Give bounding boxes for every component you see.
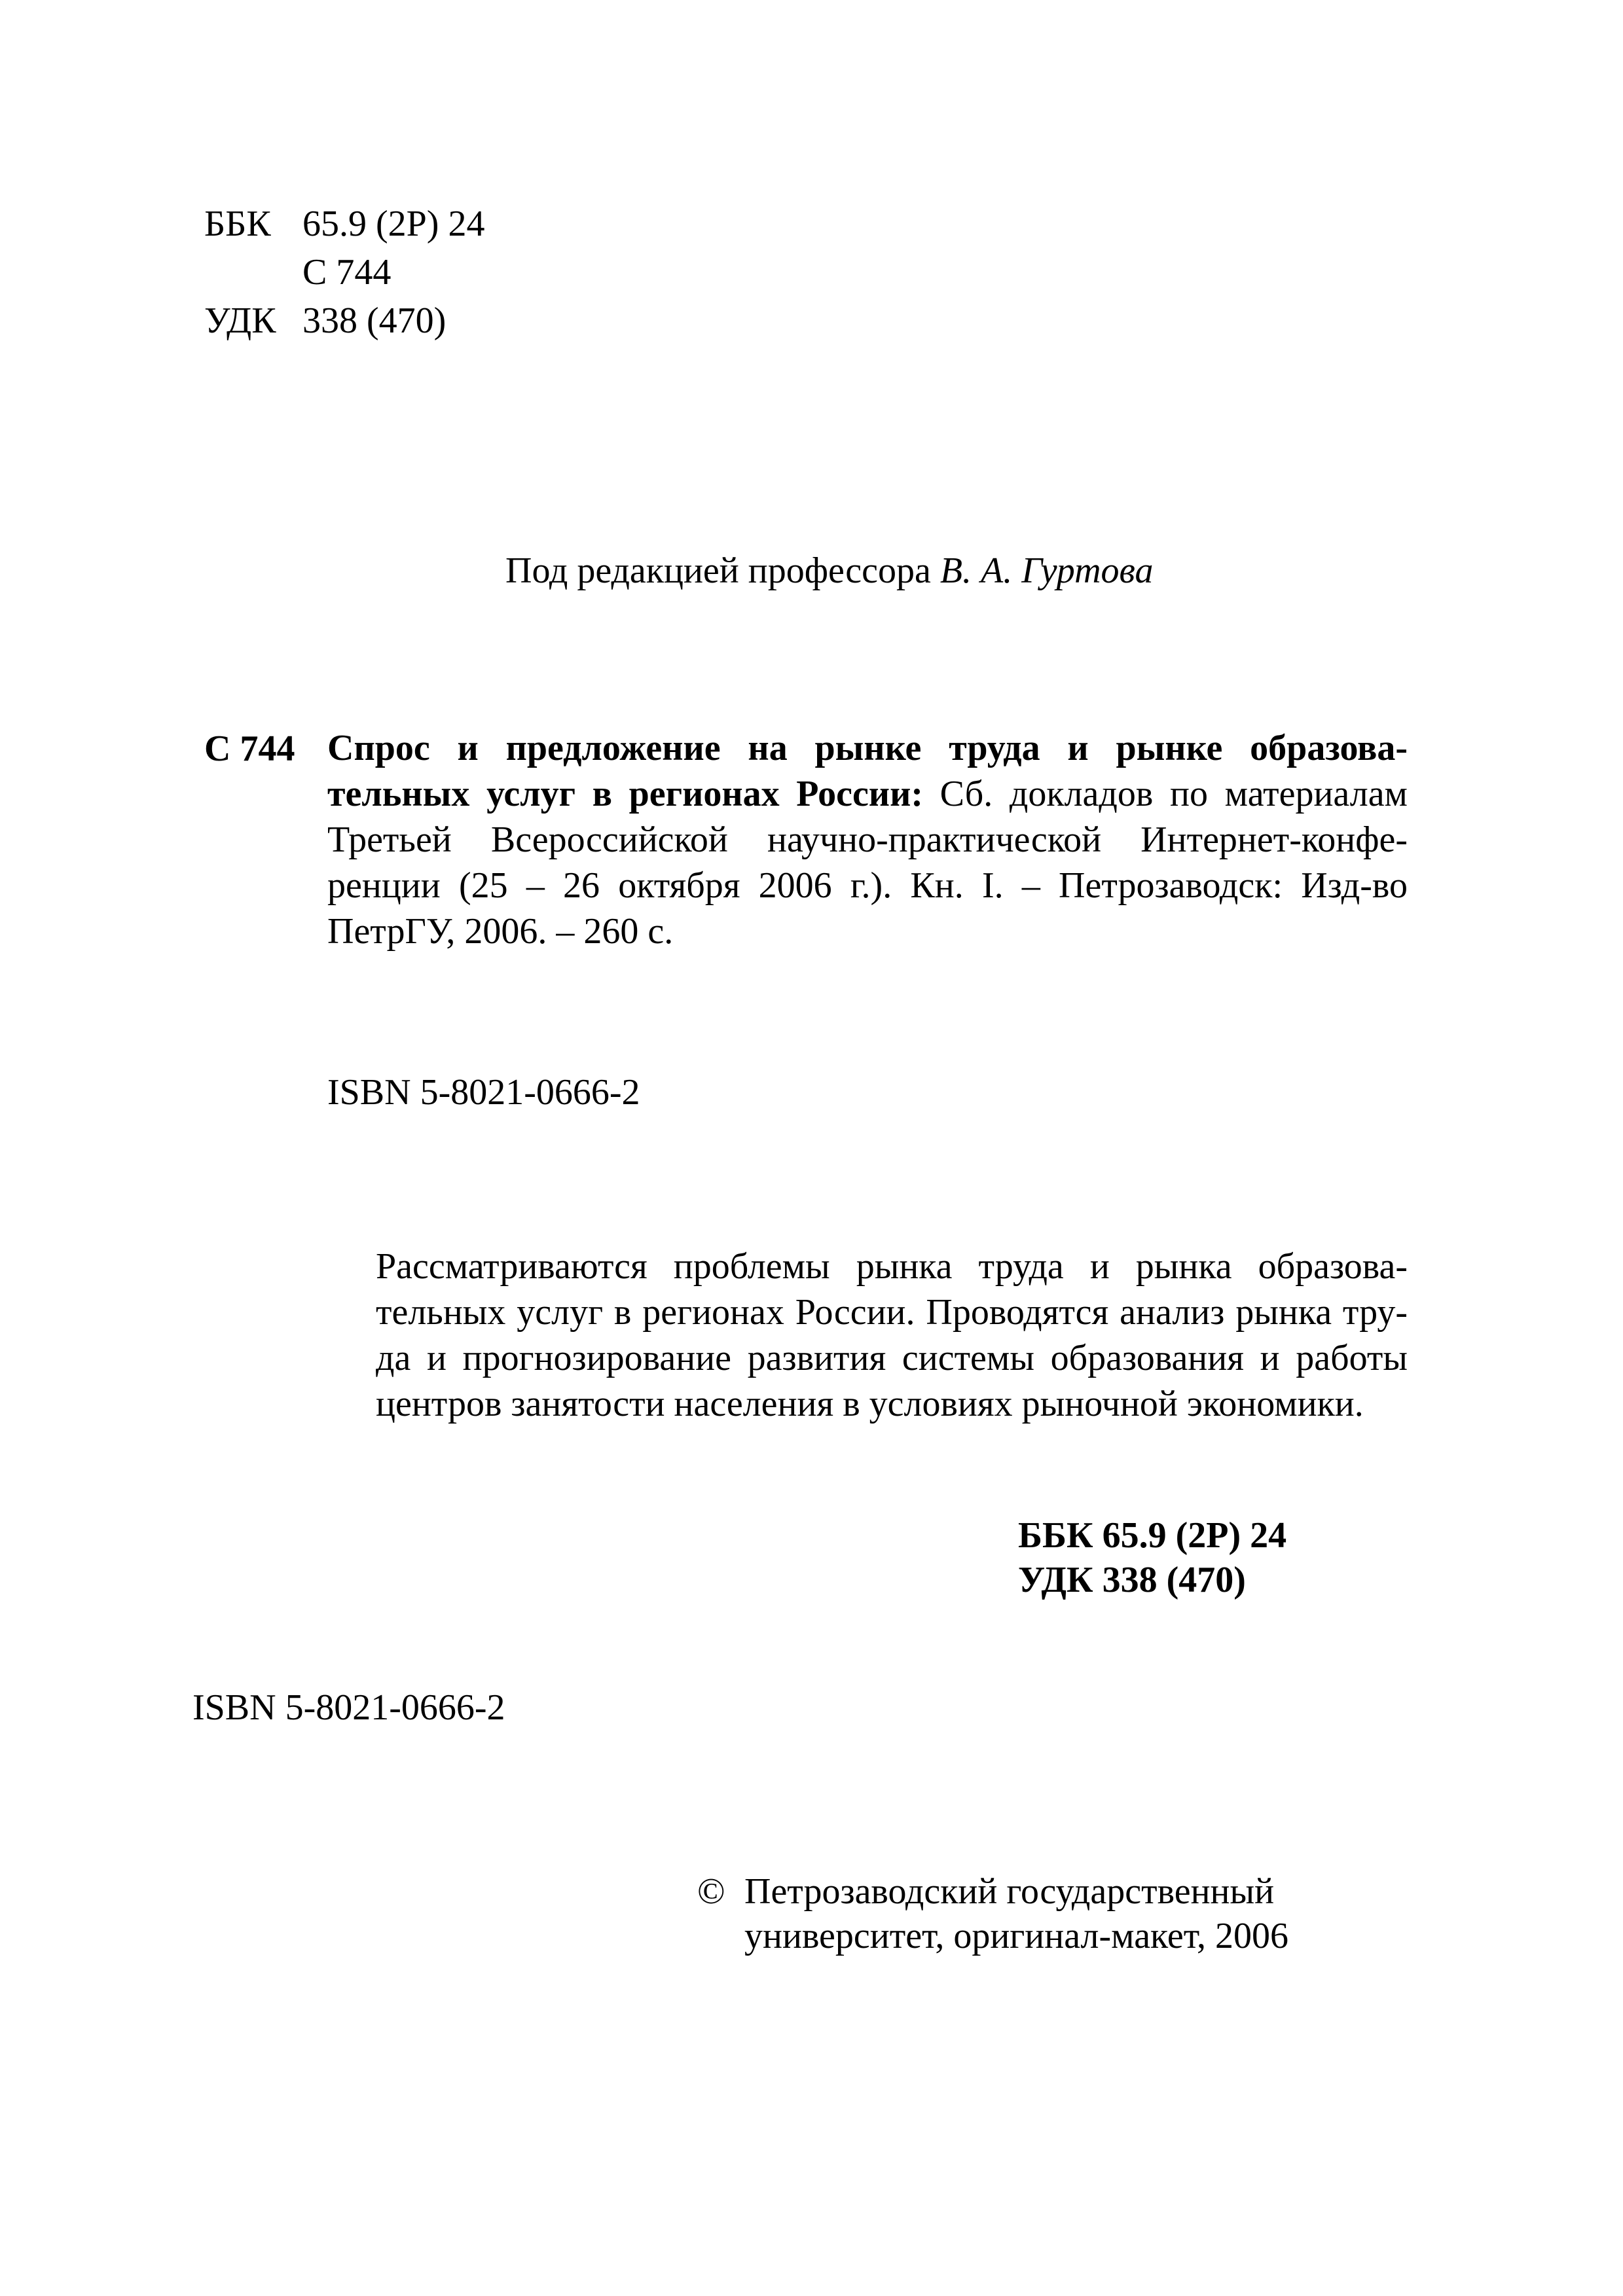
editor-line xyxy=(505,547,1153,595)
isbn-bottom: ISBN 5-8021-0666-2 xyxy=(192,1687,505,1728)
annotation-line: тельных услуг в регионах России. Проводятся анализ рынка тру- xyxy=(376,1292,1408,1333)
author-sign-value: С 744 xyxy=(302,252,392,293)
copyright-icon: © xyxy=(697,1871,725,1912)
bbk-row xyxy=(204,200,484,248)
annotation xyxy=(376,1244,1408,1427)
udk-row xyxy=(204,297,446,345)
bibliography-line: Спрос и предложение на рынке труда и рынке образова- xyxy=(327,728,1408,768)
bbk-bottom: ББК 65.9 (2Р) 24 xyxy=(1018,1515,1287,1556)
editor-prefix: Под редакцией профессора xyxy=(505,550,931,591)
bibliography-line: Третьей Всероссийской научно-практической Интернет-конфе- xyxy=(327,819,1408,860)
annotation-line: центров занятости населения в условиях рыночной экономики. xyxy=(376,1384,1364,1424)
udk-bottom: УДК 338 (470) xyxy=(1018,1560,1246,1600)
annotation-line: да и прогнозирование развития системы образования и работы xyxy=(376,1338,1408,1378)
codes-bottom xyxy=(1018,1513,1286,1602)
udk-label: УДК xyxy=(204,300,276,341)
bbk-label: ББК xyxy=(204,204,271,244)
bibliography-line: ПетрГУ, 2006. – 260 с. xyxy=(327,911,674,952)
author-sign xyxy=(302,249,391,296)
copyright-line-1: Петрозаводский государственный xyxy=(744,1871,1275,1912)
udk-value: 338 (470) xyxy=(302,300,447,341)
copyright xyxy=(697,1869,1288,1958)
bibliography-description xyxy=(327,725,1408,954)
bibliography-line: тельных услуг в регионах России: Сб. докладов по материалам xyxy=(327,774,1408,814)
bibliography-code: С 744 xyxy=(204,728,295,769)
annotation-line: Рассматриваются проблемы рынка труда и рынка образова- xyxy=(376,1246,1408,1287)
editor-name: В. А. Гуртова xyxy=(939,550,1154,591)
copyright-line-2: университет, оригинал-макет, 2006 xyxy=(744,1916,1288,1956)
bibliography-line: ренции (25 – 26 октября 2006 г.). Кн. I. – Петрозаводск: Изд-во xyxy=(327,865,1408,906)
isbn-top: ISBN 5-8021-0666-2 xyxy=(327,1072,640,1113)
bbk-value: 65.9 (2Р) 24 xyxy=(302,204,485,244)
